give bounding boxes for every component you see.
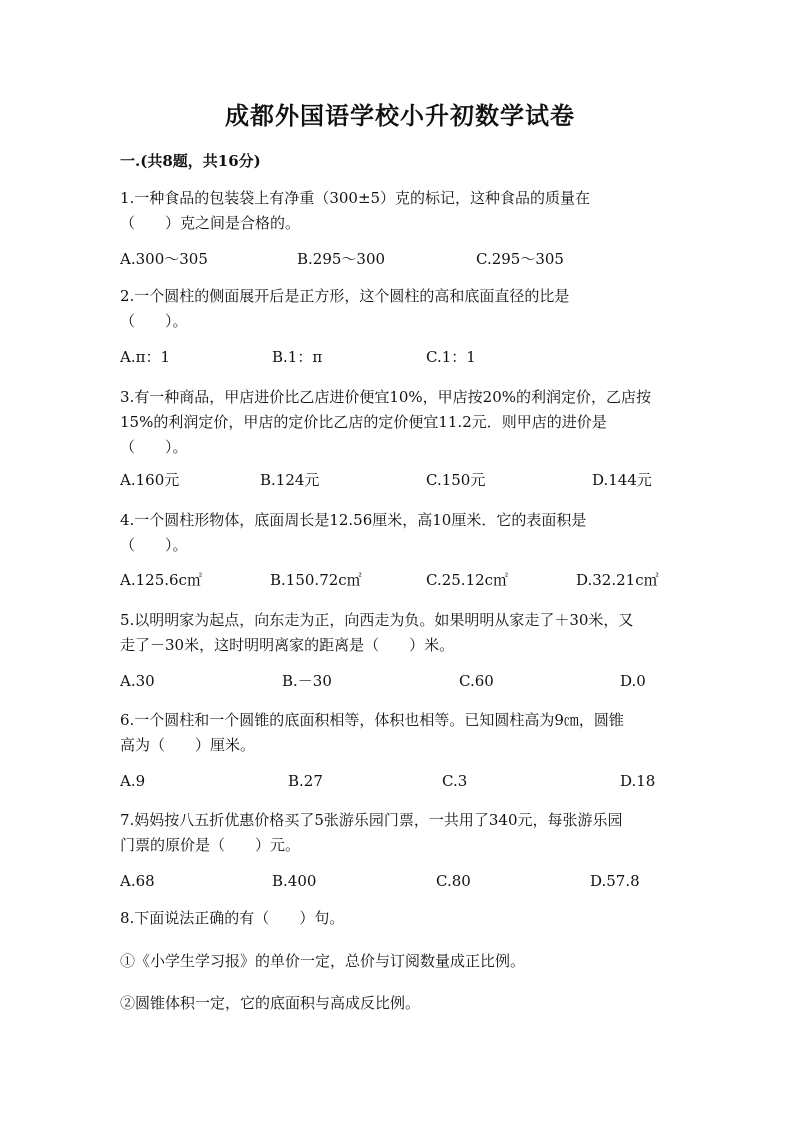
section-heading: 一.(共8题，共16分)	[120, 152, 261, 170]
exam-title: 成都外国语学校小升初数学试卷	[225, 101, 575, 130]
question-5	[120, 608, 685, 658]
question-2-option-a: A.π：1	[120, 348, 171, 366]
question-6-line-2: 高为（ ）厘米。	[120, 736, 256, 754]
question-5-option-b: B.－30	[282, 672, 332, 690]
question-4-line-1: 4.一个圆柱形物体，底面周长是12.56厘米，高10厘米．它的表面积是	[120, 511, 587, 529]
question-5-option-c: C.60	[459, 672, 494, 690]
question-4-option-b: B.150.72c㎡	[270, 571, 362, 589]
question-6-line-1: 6.一个圆柱和一个圆锥的底面积相等，体积也相等。已知圆柱高为9㎝，圆锥	[120, 711, 624, 729]
question-7-option-b: B.400	[272, 872, 317, 890]
question-3-option-d: D.144元	[592, 471, 652, 489]
question-3-option-b: B.124元	[260, 471, 320, 489]
question-1-option-c: C.295～305	[476, 250, 564, 268]
question-7-option-d: D.57.8	[590, 872, 640, 890]
question-6-option-c: C.3	[442, 772, 468, 790]
question-2-option-b: B.1：π	[272, 348, 323, 366]
question-4-option-c: C.25.12c㎡	[426, 571, 509, 589]
question-4	[120, 508, 685, 558]
question-5-line-1: 5.以明明家为起点，向东走为正，向西走为负。如果明明从家走了＋30米，又	[120, 611, 634, 629]
question-1	[120, 186, 685, 236]
question-2	[120, 284, 685, 334]
question-8-statement-2: ②圆锥体积一定，它的底面积与高成反比例。	[120, 994, 421, 1012]
question-2-option-c: C.1：1	[426, 348, 476, 366]
question-4-option-a: A.125.6c㎡	[120, 571, 202, 589]
question-6-option-b: B.27	[288, 772, 323, 790]
question-6-option-a: A.9	[120, 772, 146, 790]
question-8-statement-1: ①《小学生学习报》的单价一定，总价与订阅数量成正比例。	[120, 952, 526, 970]
question-4-option-d: D.32.21c㎡	[576, 571, 659, 589]
question-6	[120, 708, 685, 758]
question-3-option-c: C.150元	[426, 471, 486, 489]
question-7-option-c: C.80	[436, 872, 471, 890]
question-8	[120, 906, 685, 931]
question-1-option-a: A.300～305	[120, 250, 208, 268]
question-7-line-2: 门票的原价是（ ）元。	[120, 836, 301, 854]
question-3-line-3: （ ）。	[120, 438, 188, 456]
question-3-line-1: 3.有一种商品，甲店进价比乙店进价便宜10%，甲店按20%的利润定价，乙店按	[120, 388, 651, 406]
question-7-option-a: A.68	[120, 872, 155, 890]
question-5-option-d: D.0	[620, 672, 646, 690]
question-1-line-2: （ ）克之间是合格的。	[120, 214, 301, 232]
question-7	[120, 808, 685, 858]
question-7-line-1: 7.妈妈按八五折优惠价格买了5张游乐园门票，一共用了340元，每张游乐园	[120, 811, 623, 829]
question-1-line-1: 1.一种食品的包装袋上有净重（300±5）克的标记，这种食品的质量在	[120, 189, 591, 207]
question-5-line-2: 走了－30米，这时明明离家的距离是（ ）米。	[120, 636, 455, 654]
question-8-line-1: 8.下面说法正确的有（ ）句。	[120, 909, 345, 927]
question-3	[120, 385, 685, 460]
question-3-line-2: 15%的利润定价，甲店的定价比乙店的定价便宜11.2元．则甲店的进价是	[120, 413, 607, 431]
question-6-option-d: D.18	[620, 772, 656, 790]
question-3-option-a: A.160元	[120, 471, 180, 489]
question-4-line-2: （ ）。	[120, 536, 188, 554]
question-2-line-2: （ ）。	[120, 312, 188, 330]
question-5-option-a: A.30	[120, 672, 155, 690]
question-1-option-b: B.295～300	[297, 250, 386, 268]
question-2-line-1: 2.一个圆柱的侧面展开后是正方形，这个圆柱的高和底面直径的比是	[120, 287, 570, 305]
